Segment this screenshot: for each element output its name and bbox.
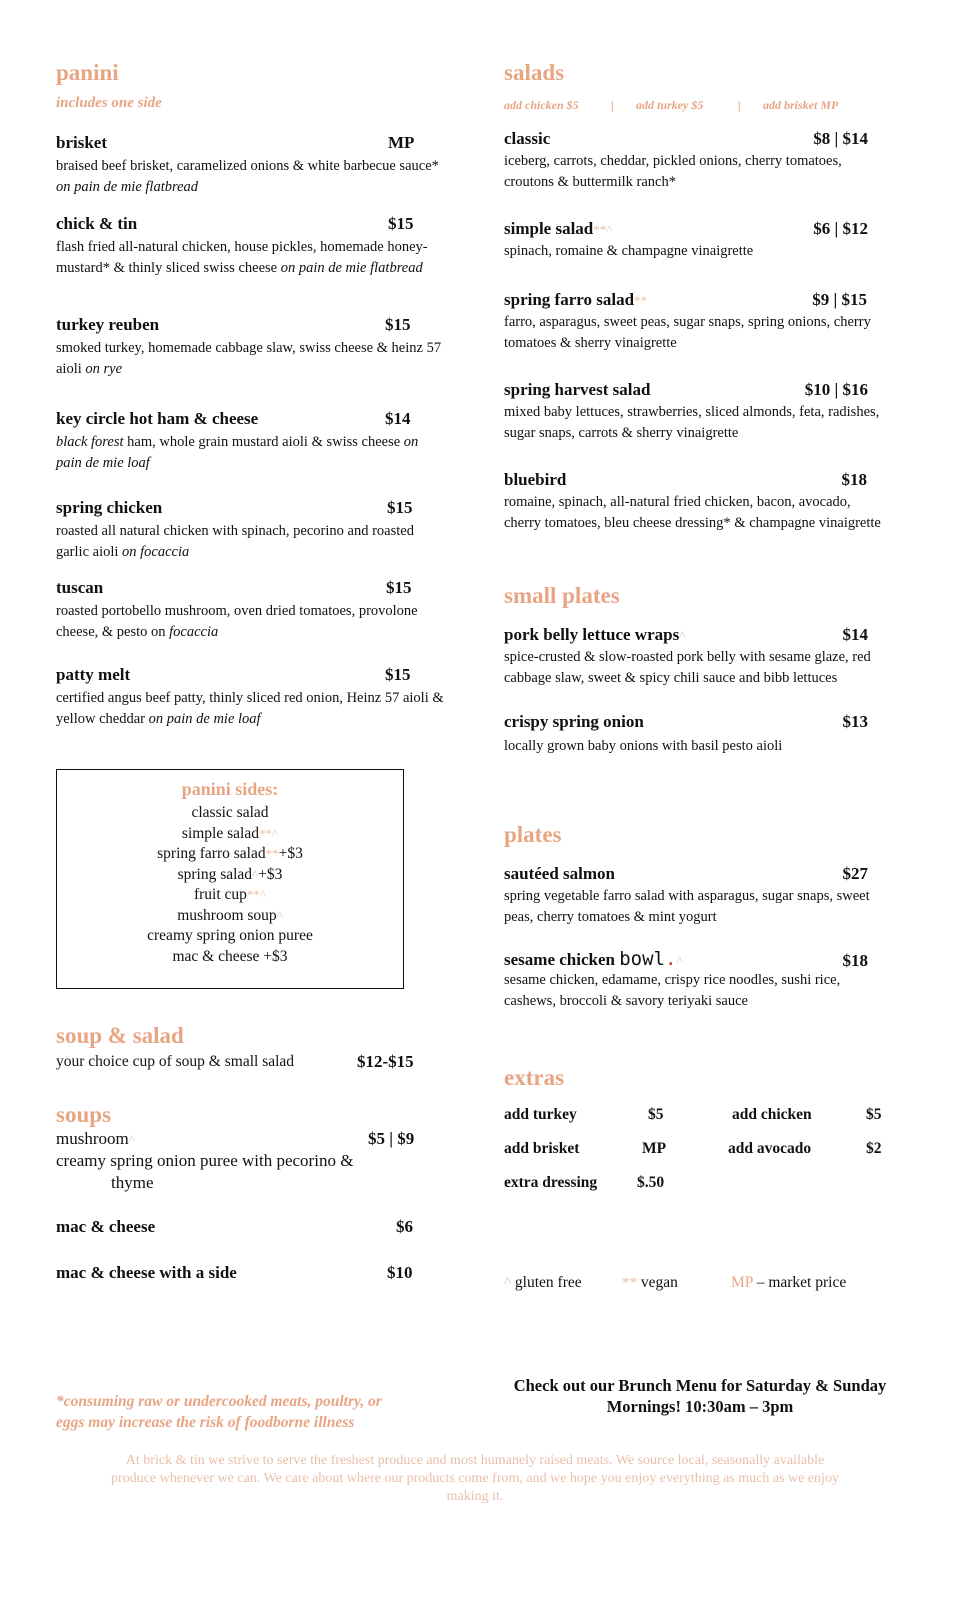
menu-item-spring-chicken	[56, 498, 446, 562]
soup-salad-price: $12-$15	[357, 1052, 414, 1071]
plates-title: plates	[504, 822, 562, 847]
item-name: spring chicken	[56, 498, 163, 517]
item-description: flash fried all-natural chicken, house pickles, homemade honey-mustard* & thinly sliced swiss cheese on pain de mie flatbread	[56, 239, 428, 276]
item-name: spring harvest salad	[504, 380, 651, 399]
item-price: $15	[387, 498, 413, 517]
item-price: MP	[388, 133, 415, 152]
menu-item-tuscan	[56, 578, 446, 642]
panini-title: panini	[56, 60, 119, 85]
panini-sides-title: panini sides:	[181, 779, 279, 799]
item-name: crispy spring onion	[504, 712, 644, 731]
item-price: $14	[842, 625, 868, 644]
item-name: spring farro salad**	[504, 290, 648, 309]
panini-subtitle: includes one side	[56, 95, 162, 111]
item-price: $15	[385, 665, 411, 684]
menu-item-crispy-spring-onion	[504, 712, 894, 757]
extra-dressing: extra dressing	[504, 1174, 598, 1191]
list-item: fruit cup**^	[193, 886, 267, 903]
list-item: mushroom soup^	[177, 906, 283, 924]
extra-dressing-price: $.50	[637, 1174, 665, 1191]
menu-item-hot-ham-cheese	[56, 409, 446, 473]
list-item: spring farro salad**+$3	[157, 845, 303, 862]
extra-add-turkey: add turkey	[504, 1106, 577, 1123]
menu-item-simple-salad	[504, 219, 889, 262]
extra-add-chicken-price: $5	[866, 1106, 882, 1123]
extra-add-turkey-price: $5	[648, 1106, 664, 1123]
item-description: smoked turkey, homemade cabbage slaw, swiss cheese & heinz 57 aioli on rye	[56, 340, 442, 377]
item-name: tuscan	[56, 578, 104, 597]
item-name: brisket	[56, 133, 107, 152]
item-description: romaine, spinach, all-natural fried chicken, bacon, avocado, cherry tomatoes, bleu cheese dressing* & champagne vinaigrette	[504, 494, 881, 531]
salad-addon-chicken: add chicken $5	[504, 98, 579, 112]
item-price: $18	[842, 951, 868, 970]
item-description: spinach, romaine & champagne vinaigrette	[504, 243, 754, 259]
mac-cheese-name: mac & cheese	[56, 1217, 156, 1236]
extra-add-avocado: add avocado	[728, 1140, 812, 1157]
item-name: classic	[504, 129, 551, 148]
item-description: iceberg, carrots, cheddar, pickled onions, cherry tomatoes, croutons & buttermilk ranch*	[504, 153, 842, 190]
extra-add-brisket: add brisket	[504, 1140, 580, 1157]
item-name: sautéed salmon	[504, 864, 615, 883]
small-plates-title: small plates	[504, 583, 620, 608]
soup-onion-puree: creamy spring onion puree with pecorino &	[56, 1151, 354, 1170]
menu-item-patty-melt	[56, 665, 446, 729]
item-price: $9 | $15	[812, 290, 867, 309]
item-name: pork belly lettuce wraps^	[504, 625, 686, 644]
salad-addon-turkey: add turkey $5	[636, 98, 704, 112]
item-price: $15	[386, 578, 412, 597]
item-description: roasted all natural chicken with spinach, pecorino and roasted garlic aioli on focaccia	[56, 523, 414, 560]
menu-item-brisket	[56, 133, 446, 197]
item-description: spice-crusted & slow-roasted pork belly with sesame glaze, red cabbage slaw, sweet & spicy chili sauce and bibb lettuces	[504, 649, 871, 686]
item-description: sesame chicken, edamame, crispy rice noodles, sushi rice, cashews, broccoli & savory teriyaki sauce	[504, 972, 841, 1009]
panini-sides-list	[57, 803, 403, 967]
item-name: key circle hot ham & cheese	[56, 409, 259, 428]
item-price: $6 | $12	[813, 219, 868, 238]
item-name: simple salad**^	[504, 219, 613, 238]
salad-addon-brisket: add brisket MP	[763, 98, 839, 112]
item-name: patty melt	[56, 665, 131, 684]
brunch-notice: Check out our Brunch Menu for Saturday & Sunday Mornings! 10:30am – 3pm	[513, 1376, 887, 1416]
menu-item-sesame-chicken-bowl	[504, 948, 894, 1011]
item-price: $27	[842, 864, 868, 883]
soup-onion-puree-cont: thyme	[111, 1173, 154, 1192]
mac-cheese-side-name: mac & cheese with a side	[56, 1263, 237, 1282]
menu-item-bluebird	[504, 470, 889, 533]
item-description: roasted portobello mushroom, oven dried tomatoes, provolone cheese, & pesto on focaccia	[56, 603, 418, 640]
extras-title: extras	[504, 1065, 565, 1090]
mission-statement: At brick & tin we strive to serve the freshest produce and most humanely raised meats. We source local, seasonally available produce whenever we can. We care about where our products come from, and we hope you enjoy everything as much as we enjoy making it.	[111, 1453, 839, 1504]
menu-item-classic-salad	[504, 129, 889, 192]
item-price: $13	[842, 712, 868, 731]
list-item: creamy spring onion puree	[147, 927, 313, 944]
item-description: farro, asparagus, sweet peas, sugar snaps, spring onions, cherry tomatoes & sherry vinaigrette	[504, 314, 871, 351]
item-price: $15	[385, 315, 411, 334]
item-name: chick & tin	[56, 214, 138, 233]
item-name: turkey reuben	[56, 315, 160, 334]
item-description: locally grown baby onions with basil pesto aioli	[504, 738, 783, 754]
item-description: braised beef brisket, caramelized onions & white barbecue sauce* on pain de mie flatbread	[56, 158, 439, 195]
extra-add-chicken: add chicken	[732, 1106, 812, 1123]
menu-item-turkey-reuben	[56, 315, 446, 379]
soup-salad-description: your choice cup of soup & small salad	[56, 1053, 295, 1070]
panini-sides-box	[56, 769, 404, 989]
food-safety-warning: *consuming raw or undercooked meats, poultry, or eggs may increase the risk of foodborne illness	[56, 1393, 382, 1431]
extra-add-avocado-price: $2	[866, 1140, 882, 1157]
list-item: spring salad^+$3	[177, 865, 283, 883]
soup-salad-title: soup & salad	[56, 1023, 184, 1048]
list-item: classic salad	[191, 804, 269, 821]
item-description: spring vegetable farro salad with asparagus, sugar snaps, sweet peas, cherry tomatoes & mint yogurt	[504, 888, 870, 925]
soups-title: soups	[56, 1102, 111, 1127]
item-price: $18	[841, 470, 867, 489]
item-name: bluebird	[504, 470, 567, 489]
item-description: black forest ham, whole grain mustard aioli & swiss cheese on pain de mie loaf	[56, 434, 419, 471]
list-item: mac & cheese +$3	[172, 947, 288, 965]
mac-cheese-price: $6	[396, 1217, 413, 1236]
menu-item-sauteed-salmon	[504, 864, 894, 927]
menu-item-spring-harvest-salad	[504, 380, 889, 443]
mac-cheese-side-price: $10	[387, 1263, 413, 1282]
menu-item-spring-farro-salad	[504, 290, 889, 353]
menu-item-chick-tin	[56, 214, 446, 278]
menu-item-pork-belly-wraps	[504, 625, 894, 688]
salads-title: salads	[504, 60, 565, 85]
extra-add-brisket-price: MP	[642, 1140, 667, 1157]
list-item: simple salad**^	[181, 824, 279, 842]
item-price: $14	[385, 409, 411, 428]
item-name: sesame chicken bowl.^	[504, 948, 683, 970]
soup-mushroom: mushroom^	[56, 1129, 135, 1148]
item-description: certified angus beef patty, thinly sliced red onion, Heinz 57 aioli & yellow cheddar on pain de mie loaf	[56, 690, 444, 727]
legend-gluten-free: ^ gluten free	[504, 1274, 582, 1291]
soup-price: $5 | $9	[368, 1129, 415, 1148]
item-description: mixed baby lettuces, strawberries, sliced almonds, feta, radishes, sugar snaps, carrots & sherry vinaigrette	[504, 404, 880, 441]
item-price: $10 | $16	[804, 380, 868, 399]
item-price: $15	[388, 214, 414, 233]
legend-market-price: MP – market price	[731, 1274, 847, 1291]
addon-divider: |	[738, 98, 741, 112]
addon-divider: |	[611, 98, 614, 112]
legend-vegan: ** vegan	[622, 1274, 678, 1291]
item-price: $8 | $14	[813, 129, 868, 148]
